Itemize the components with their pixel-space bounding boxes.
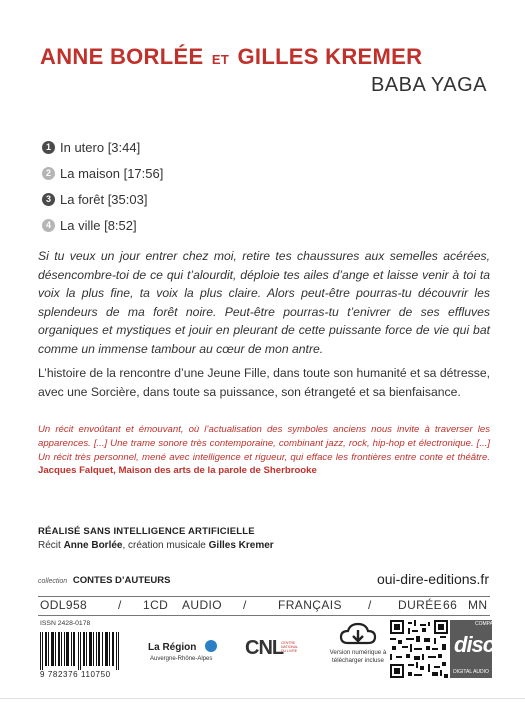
collection-line xyxy=(38,575,170,586)
authors-heading xyxy=(40,44,422,70)
ref-cd: 1CD xyxy=(143,598,169,612)
track-list xyxy=(42,134,163,238)
disc-wordmark: disc xyxy=(454,632,495,657)
ref-separator: / xyxy=(118,598,122,612)
ref-language: FRANÇAIS xyxy=(278,598,342,612)
credits-line xyxy=(38,540,274,551)
authors-et: ET xyxy=(211,52,230,67)
track-number-badge: 3 xyxy=(42,193,55,206)
story-paragraph: L’histoire de la rencontre d’une Jeune Fille, dans toute son humanité et sa détresse, avec une Sorcière, dans toute sa puissance, son étrangeté et sa bienfaisance. xyxy=(38,366,490,399)
track-item xyxy=(42,212,163,238)
ref-duration-label: DURÉE xyxy=(398,598,443,612)
compact-disc-logo xyxy=(450,620,500,678)
track-number-badge: 1 xyxy=(42,141,55,154)
region-logo-icon xyxy=(205,640,217,652)
collection-name: CONTES D’AUTEURS xyxy=(72,575,171,586)
track-number-badge: 4 xyxy=(42,219,55,232)
ref-audio: AUDIO xyxy=(182,598,223,612)
ref-separator: / xyxy=(368,598,372,612)
music-label: , création musicale xyxy=(122,540,206,551)
review-text: Un récit envoûtant et émouvant, où l’actualisation des symboles anciens nous invite à traverser les apparences. [...] Une trame sonore très contemporaine, combinant jazz, rock, hip-hop et électronique. [...] Un récit très personnel, mené avec intelligence et rigueur, qui efface les frontières entre conte et théâtre. xyxy=(38,424,490,463)
review-signature: Jacques Falquet, Maison des arts de la parole de Sherbrooke xyxy=(38,465,317,477)
track-label: La forêt [35:03] xyxy=(60,191,148,207)
cnl-logo-text: CNL xyxy=(245,637,284,659)
track-label: La ville [8:52] xyxy=(60,217,137,233)
recit-name: Anne Borlée xyxy=(63,540,123,551)
track-label: La maison [17:56] xyxy=(60,165,164,181)
qr-code-icon[interactable] xyxy=(390,620,448,678)
music-name: Gilles Kremer xyxy=(208,540,274,551)
cnl-logo xyxy=(245,637,283,660)
digital-audio-label: DIGITAL AUDIO xyxy=(453,669,489,675)
barcode-icon xyxy=(40,632,120,672)
issn-text: ISSN 2428-0178 xyxy=(40,620,91,627)
compact-label: COMPACT xyxy=(475,621,500,627)
ref-separator: / xyxy=(243,598,247,612)
cloud-download-icon xyxy=(339,621,377,647)
author-gilles: GILLES KREMER xyxy=(237,44,423,69)
author-anne: ANNE BORLÉE xyxy=(40,44,204,69)
review-quote xyxy=(38,423,490,478)
track-item xyxy=(42,186,163,212)
ref-duration-unit: MN xyxy=(468,598,488,612)
download-notice: Version numérique à télécharger incluse xyxy=(329,649,387,664)
no-ai-notice: RÉALISÉ SANS INTELLIGENCE ARTIFICIELLE xyxy=(38,526,255,537)
track-number-badge: 2 xyxy=(42,167,55,180)
website-url[interactable]: oui-dire-editions.fr xyxy=(376,571,489,587)
ref-code: ODL958 xyxy=(40,598,88,612)
album-title: BABA YAGA xyxy=(370,74,487,96)
region-logo-sub: Auvergne-Rhône-Alpes xyxy=(150,656,213,662)
recit-label: Récit xyxy=(38,540,61,551)
collection-label: collection xyxy=(38,578,68,585)
excerpt-paragraph: Si tu veux un jour entrer chez moi, retire tes chaussures aux semelles acérées, désencombre-toi de ce qui t’alourdit, déploie tes ailes d’ange et laisse venir à toi ta voix la plus fine, ta voix la plus claire. Alors peut-être pourras-tu découvrir les splendeurs de ma forêt noire. Peut-être pourras-tu t’enivrer de ses effluves organiques et mystiques et jouir en pleurant de cette puissante force de vie qui bat comme un immense tambour au cœur de mon antre. xyxy=(38,249,490,356)
track-item xyxy=(42,134,163,160)
track-item xyxy=(42,160,163,186)
bottom-divider xyxy=(0,698,525,699)
barcode-number: 9 782376 110750 xyxy=(40,670,111,679)
track-label: In utero [3:44] xyxy=(60,139,141,155)
reference-bar xyxy=(38,596,490,616)
cnl-logo-sub: CENTRE NATIONAL DU LIVRE xyxy=(281,641,299,653)
region-logo-name: La Région xyxy=(148,642,197,653)
ref-duration-value: 66 xyxy=(443,598,458,612)
